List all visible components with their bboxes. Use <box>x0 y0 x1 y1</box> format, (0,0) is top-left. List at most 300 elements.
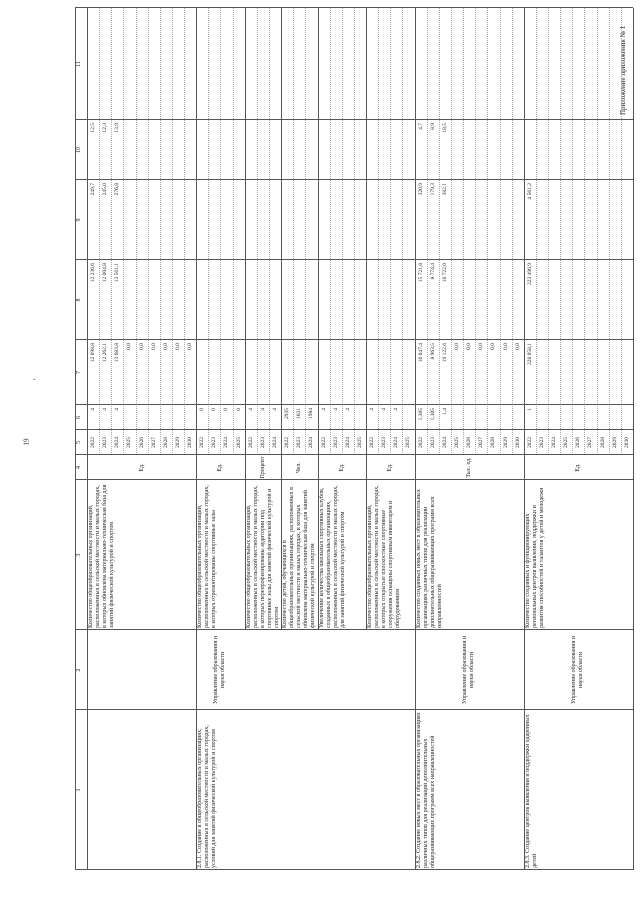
year-subrow-divider <box>390 8 391 455</box>
executor-text: Управление образования и науки области <box>571 636 585 704</box>
unit-label: Ед. <box>338 463 345 472</box>
value-cell-col6: 1631 <box>296 408 303 419</box>
value-cell-col8 <box>330 260 342 340</box>
value-cell-col10 <box>560 120 572 180</box>
value-cell-col8 <box>487 260 499 340</box>
value-cell-col10 <box>257 120 269 180</box>
row-divider <box>524 8 525 870</box>
row-divider <box>415 8 416 870</box>
year-cell: 2026 <box>575 437 582 448</box>
value-cell-col10: 13,9 <box>114 123 121 133</box>
value-cell-col8: 223 496,9 <box>526 263 533 285</box>
value-cell-col7: 16 047,4 <box>417 343 424 363</box>
value-cell-col10 <box>572 120 584 180</box>
value-cell-col8 <box>402 260 414 340</box>
value-cell-col8 <box>257 260 269 340</box>
appendix-label: Приложение приложения № 1 <box>619 25 627 115</box>
value-cell-col8 <box>136 260 148 340</box>
unit-label: Ед. <box>217 463 224 472</box>
value-cell-col7 <box>281 340 293 405</box>
value-cell-col6 <box>500 405 512 430</box>
value-cell-col6 <box>487 405 499 430</box>
value-cell-col10 <box>487 120 499 180</box>
year-cell: 2025 <box>405 437 412 448</box>
value-cell-col7: 0,0 <box>138 343 145 350</box>
indicator-text: Увеличение количества школьных спортивных клубов, созданных в общеобразовательных организациях, расположенных в сельской местности и малых городах, для занятий физической культурой и спортом <box>318 485 346 628</box>
year-cell: 2022 <box>284 437 291 448</box>
row-divider <box>196 8 197 870</box>
column-divider <box>75 259 633 260</box>
column-number-header: 2 <box>76 668 82 672</box>
year-subrow-divider <box>208 8 209 455</box>
value-cell-col9 <box>548 180 560 260</box>
year-subrow-divider <box>136 8 137 455</box>
row-divider <box>245 8 246 630</box>
unit-label: Ед. <box>387 463 394 472</box>
value-cell-col10 <box>584 120 596 180</box>
value-cell-col9 <box>257 180 269 260</box>
value-cell-col6: 4 <box>369 408 376 411</box>
value-cell-col9: 276,8 <box>114 183 121 196</box>
year-cell: 2025 <box>126 437 133 448</box>
column-number-header: 5 <box>76 441 82 444</box>
value-cell-col9 <box>390 180 402 260</box>
value-cell-col10 <box>597 120 609 180</box>
column-divider <box>75 869 633 870</box>
value-cell-col10 <box>148 120 160 180</box>
column-number-header: 11 <box>76 61 82 67</box>
indicator-text: Количество созданных новых мест в образовательных организациях различных типов для реализации дополнительных общеразвивающих программ всех направленностей <box>415 489 443 628</box>
data-table <box>75 8 633 870</box>
value-cell-col10 <box>318 120 330 180</box>
year-subrow-divider <box>269 8 270 455</box>
value-cell-col7: 0,0 <box>126 343 133 350</box>
value-cell-col10 <box>293 120 305 180</box>
executor-text: Управление образования и науки области <box>462 636 476 704</box>
value-cell-col6 <box>572 405 584 430</box>
value-cell-col6 <box>536 405 548 430</box>
year-cell: 2023 <box>296 437 303 448</box>
column-divider <box>75 429 633 430</box>
value-cell-col7 <box>548 340 560 405</box>
year-subrow-divider <box>184 8 185 455</box>
value-cell-col9 <box>318 180 330 260</box>
header-bottom-border <box>87 8 88 870</box>
value-cell-col6 <box>184 405 196 430</box>
year-subrow-divider <box>439 8 440 455</box>
value-cell-col6: 0 <box>235 408 242 411</box>
value-cell-col10 <box>536 120 548 180</box>
value-cell-col9: 249,7 <box>90 183 96 196</box>
value-cell-col6 <box>136 405 148 430</box>
year-subrow-divider <box>427 8 428 455</box>
value-cell-col10 <box>136 120 148 180</box>
executor-text: Управление образования и науки области <box>213 636 227 704</box>
year-cell: 2023 <box>102 437 109 448</box>
value-cell-col6: 4 <box>90 408 96 411</box>
value-cell-col9 <box>500 180 512 260</box>
value-cell-col6: 4 <box>102 408 109 411</box>
column-divider <box>75 339 633 340</box>
value-cell-col9 <box>233 180 245 260</box>
year-cell: 2028 <box>490 437 497 448</box>
value-cell-col7 <box>536 340 548 405</box>
indicator-text: Количество общеобразовательных организаций, расположенных в сельской местности и малых городах, в которых перепрофилированы аудитории под спортивные залы для занятий физической культурой и спортом <box>245 485 280 628</box>
value-cell-col8 <box>208 260 220 340</box>
year-subrow-divider <box>123 8 124 455</box>
value-cell-col9 <box>184 180 196 260</box>
year-cell: 2029 <box>611 437 618 448</box>
year-subrow-divider <box>572 8 573 455</box>
year-cell: 2023 <box>332 437 339 448</box>
year-subrow-divider <box>233 8 234 455</box>
year-cell: 2023 <box>381 437 388 448</box>
value-cell-col6 <box>172 405 184 430</box>
value-cell-col6: 1,305 <box>417 408 424 421</box>
value-cell-col6 <box>451 405 463 430</box>
value-cell-col10 <box>609 120 621 180</box>
value-cell-col9 <box>378 180 390 260</box>
value-cell-col9 <box>208 180 220 260</box>
stray-dot-mark: . <box>33 372 36 382</box>
column-number-header: 9 <box>76 218 82 222</box>
value-cell-col10 <box>220 120 232 180</box>
value-cell-col8 <box>378 260 390 340</box>
year-cell: 2025 <box>563 437 570 448</box>
year-subrow-divider <box>451 8 452 455</box>
table-bottom-border <box>633 8 634 870</box>
value-cell-col10 <box>463 120 475 180</box>
year-cell: 2026 <box>138 437 145 448</box>
value-cell-col8: 12 004,8 <box>102 263 109 283</box>
value-cell-col10 <box>475 120 487 180</box>
value-cell-col8 <box>293 260 305 340</box>
value-cell-col10 <box>245 120 257 180</box>
value-cell-col7: 12 098,8 <box>90 343 96 363</box>
value-cell-col10 <box>172 120 184 180</box>
year-cell: 2022 <box>90 437 96 448</box>
value-cell-col7: 0,0 <box>162 343 169 350</box>
value-cell-col7: 0,0 <box>478 343 485 350</box>
value-cell-col6: 1,4 <box>441 408 448 415</box>
value-cell-col9 <box>572 180 584 260</box>
value-cell-col6 <box>621 405 633 430</box>
value-cell-col8 <box>512 260 524 340</box>
table-top-border <box>75 8 76 870</box>
column-number-header: 8 <box>76 298 82 302</box>
value-cell-col8: 8 774,4 <box>429 263 436 280</box>
year-subrow-divider <box>597 8 598 455</box>
value-cell-col9 <box>366 180 378 260</box>
year-cell: 2030 <box>623 437 630 448</box>
value-cell-col9: 245,0 <box>102 183 109 196</box>
year-subrow-divider <box>293 8 294 455</box>
value-cell-col8 <box>233 260 245 340</box>
value-cell-col10 <box>160 120 172 180</box>
indicator-text: Количество общеобразовательных организаций, расположенных в сельской местности и малых городах, в которых открытые плоскостные спортивные сооружения оснащены спортивным инвентарем и оборудованием <box>367 485 402 628</box>
year-cell: 2025 <box>235 437 242 448</box>
value-cell-col7 <box>245 340 257 405</box>
page-number: 19 <box>22 438 31 446</box>
year-cell: 2022 <box>320 437 327 448</box>
value-cell-col8 <box>451 260 463 340</box>
value-cell-col6: 4 <box>259 408 266 411</box>
value-cell-col9 <box>402 180 414 260</box>
value-cell-col9 <box>475 180 487 260</box>
year-cell: 2024 <box>441 437 448 448</box>
row-divider <box>281 8 282 630</box>
value-cell-col6 <box>548 405 560 430</box>
value-cell-col6: 0 <box>211 408 218 411</box>
value-cell-col8 <box>269 260 281 340</box>
year-subrow-divider <box>111 8 112 455</box>
column-number-header: 10 <box>76 147 82 153</box>
year-subrow-divider <box>99 8 100 455</box>
value-cell-col9 <box>196 180 208 260</box>
value-cell-col6 <box>402 405 414 430</box>
value-cell-col9 <box>245 180 257 260</box>
value-cell-col6 <box>584 405 596 430</box>
column-divider <box>75 7 633 8</box>
value-cell-col6: 4 <box>247 408 254 411</box>
value-cell-col10 <box>524 120 536 180</box>
year-subrow-divider <box>512 8 513 455</box>
value-cell-col7 <box>330 340 342 405</box>
value-cell-col7 <box>390 340 402 405</box>
value-cell-col6 <box>560 405 572 430</box>
column-number-header: 6 <box>76 416 82 419</box>
value-cell-col8 <box>463 260 475 340</box>
value-cell-col7 <box>621 340 633 405</box>
value-cell-col9: 382,1 <box>441 183 448 196</box>
year-cell: 2029 <box>174 437 181 448</box>
value-cell-col7 <box>257 340 269 405</box>
value-cell-col9 <box>172 180 184 260</box>
year-cell: 2022 <box>199 437 206 448</box>
value-cell-col7: 0,0 <box>490 343 497 350</box>
year-cell: 2026 <box>466 437 473 448</box>
value-cell-col10 <box>281 120 293 180</box>
value-cell-col9 <box>584 180 596 260</box>
value-cell-col9 <box>451 180 463 260</box>
value-cell-col6 <box>597 405 609 430</box>
value-cell-col7: 13 683,8 <box>114 343 121 363</box>
indicator-text: Количество общеобразовательных организаций, расположенных в сельской местности и малых городах, в которых обновлена материально-техническая база для занятий физической культурой и спортом <box>88 484 115 628</box>
value-cell-col8 <box>160 260 172 340</box>
column-divider <box>75 454 633 455</box>
value-cell-col8 <box>305 260 317 340</box>
value-cell-col8: 18 722,0 <box>441 263 448 283</box>
value-cell-col10 <box>548 120 560 180</box>
value-cell-col8 <box>597 260 609 340</box>
value-cell-col9 <box>160 180 172 260</box>
value-cell-col8 <box>536 260 548 340</box>
value-cell-col10 <box>378 120 390 180</box>
value-cell-col8 <box>609 260 621 340</box>
value-cell-col6 <box>123 405 135 430</box>
year-subrow-divider <box>172 8 173 455</box>
value-cell-col9 <box>293 180 305 260</box>
value-cell-col7: 12 262,1 <box>102 343 109 363</box>
year-subrow-divider <box>500 8 501 455</box>
value-cell-col9 <box>342 180 354 260</box>
value-cell-col8 <box>548 260 560 340</box>
value-cell-col6 <box>160 405 172 430</box>
value-cell-col10 <box>330 120 342 180</box>
unit-label: Тыс. ед. <box>466 457 473 478</box>
value-cell-col8 <box>366 260 378 340</box>
value-cell-col10 <box>621 120 633 180</box>
row-divider <box>366 8 367 630</box>
value-cell-col8 <box>245 260 257 340</box>
column-number-header: 1 <box>76 788 82 792</box>
value-cell-col9 <box>487 180 499 260</box>
year-cell: 2022 <box>369 437 376 448</box>
value-cell-col7 <box>269 340 281 405</box>
year-cell: 2023 <box>211 437 218 448</box>
year-subrow-divider <box>342 8 343 455</box>
value-cell-col10 <box>269 120 281 180</box>
value-cell-col10: 8,9 <box>429 123 436 130</box>
year-cell: 2028 <box>599 437 606 448</box>
value-cell-col9 <box>609 180 621 260</box>
value-cell-col10 <box>451 120 463 180</box>
column-divider <box>75 404 633 405</box>
value-cell-col6: 4 <box>381 408 388 411</box>
value-cell-col9: 179,3 <box>429 183 436 196</box>
value-cell-col9 <box>512 180 524 260</box>
value-cell-col8 <box>354 260 366 340</box>
value-cell-col9: 4 561,2 <box>526 183 533 200</box>
value-cell-col9: 320,9 <box>417 183 424 196</box>
unit-label: Ед. <box>575 463 582 472</box>
column-number-header: 7 <box>76 371 82 374</box>
value-cell-col8: 15 721,8 <box>417 263 424 283</box>
year-cell: 2024 <box>308 437 315 448</box>
year-subrow-divider <box>487 8 488 455</box>
value-cell-col10 <box>342 120 354 180</box>
value-cell-col6 <box>512 405 524 430</box>
value-cell-col10: 18,5 <box>441 123 448 133</box>
value-cell-col9 <box>463 180 475 260</box>
value-cell-col7 <box>378 340 390 405</box>
value-cell-col7 <box>597 340 609 405</box>
year-cell: 2030 <box>514 437 521 448</box>
indicator-text: Количество детей, обучающихся в общеобразовательных организациях, расположенных в сельской местности и малых городах, в которых обновлена материально-техническая база для занятий физической культурой и спортом <box>282 487 317 628</box>
column-number-header: 3 <box>76 553 82 557</box>
value-cell-col7 <box>220 340 232 405</box>
value-cell-col7 <box>342 340 354 405</box>
value-cell-col7 <box>208 340 220 405</box>
measure-title: 2.8.1. Создание в общеобразовательных организациях, расположенных в сельской местности и малых городах, условий для занятий физической культурой и спортом <box>197 725 218 868</box>
value-cell-col9 <box>536 180 548 260</box>
value-cell-col10: 12,3 <box>102 123 109 133</box>
value-cell-col9 <box>269 180 281 260</box>
value-cell-col7 <box>233 340 245 405</box>
value-cell-col6: 1984 <box>308 408 315 419</box>
year-subrow-divider <box>609 8 610 455</box>
year-cell: 2024 <box>344 437 351 448</box>
value-cell-col10 <box>208 120 220 180</box>
value-cell-col8 <box>342 260 354 340</box>
value-cell-col10 <box>123 120 135 180</box>
value-cell-col10 <box>366 120 378 180</box>
value-cell-col9 <box>220 180 232 260</box>
value-cell-col7: 0,0 <box>514 343 521 350</box>
value-cell-col8: 12 236,6 <box>90 263 96 283</box>
value-cell-col6: 4 <box>393 408 400 411</box>
unit-label: Чел. <box>296 461 303 474</box>
year-cell: 2024 <box>223 437 230 448</box>
value-cell-col7 <box>366 340 378 405</box>
value-cell-col9 <box>354 180 366 260</box>
value-cell-col7 <box>402 340 414 405</box>
column-divider <box>75 179 633 180</box>
value-cell-col8 <box>621 260 633 340</box>
value-cell-col7 <box>293 340 305 405</box>
indicator-text: Количество созданных и функционирующих региональных центров выявления, поддержки и развития способностей и талантов у детей и молодежи <box>524 487 545 628</box>
value-cell-col6: 4 <box>332 408 339 411</box>
value-cell-col6: 2935 <box>284 408 291 419</box>
indicator-text: Количество общеобразовательных организаций, расположенных в сельской местности и малых городах, в которых отремонтированы спортивные залы <box>197 485 218 628</box>
value-cell-col7: 0,0 <box>150 343 157 350</box>
value-cell-col10: 12,5 <box>90 123 96 133</box>
value-cell-col7 <box>196 340 208 405</box>
column-divider <box>75 709 633 710</box>
year-subrow-divider <box>402 8 403 455</box>
value-cell-col7: 0,0 <box>174 343 181 350</box>
value-cell-col8 <box>584 260 596 340</box>
year-cell: 2023 <box>259 437 266 448</box>
value-cell-col10 <box>390 120 402 180</box>
year-cell: 2024 <box>551 437 558 448</box>
value-cell-col10 <box>305 120 317 180</box>
year-subrow-divider <box>548 8 549 455</box>
column-number-header: 4 <box>76 466 82 469</box>
year-subrow-divider <box>160 8 161 455</box>
value-cell-col10 <box>196 120 208 180</box>
value-cell-col7: 19 122,6 <box>441 343 448 363</box>
column-divider <box>75 479 633 480</box>
value-cell-col9 <box>123 180 135 260</box>
value-cell-col7 <box>609 340 621 405</box>
value-cell-col7 <box>305 340 317 405</box>
value-cell-col6 <box>609 405 621 430</box>
year-subrow-divider <box>463 8 464 455</box>
value-cell-col10 <box>184 120 196 180</box>
value-cell-col8 <box>475 260 487 340</box>
value-cell-col7 <box>584 340 596 405</box>
year-cell: 2024 <box>393 437 400 448</box>
unit-label: Ед. <box>138 463 145 472</box>
value-cell-col8 <box>318 260 330 340</box>
value-cell-col7: 0,0 <box>187 343 194 350</box>
value-cell-col6: 4 <box>114 408 121 411</box>
unit-label: Процент <box>259 456 266 479</box>
year-cell: 2025 <box>356 437 363 448</box>
value-cell-col10 <box>402 120 414 180</box>
year-subrow-divider <box>220 8 221 455</box>
value-cell-col10 <box>354 120 366 180</box>
value-cell-col8 <box>500 260 512 340</box>
value-cell-col7: 8 963,5 <box>429 343 436 360</box>
year-cell: 2024 <box>114 437 121 448</box>
value-cell-col8 <box>123 260 135 340</box>
year-subrow-divider <box>584 8 585 455</box>
value-cell-col6: 4 <box>272 408 278 411</box>
value-cell-col9 <box>136 180 148 260</box>
value-cell-col7 <box>318 340 330 405</box>
